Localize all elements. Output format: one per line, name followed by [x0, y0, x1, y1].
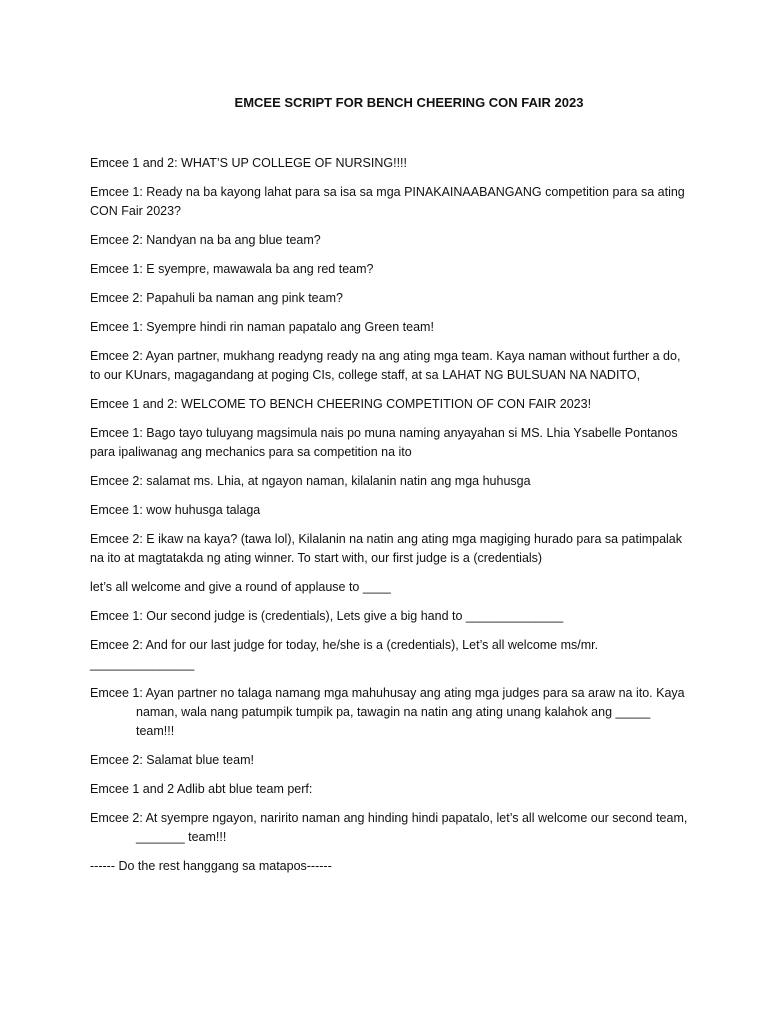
script-line: Emcee 2: Ayan partner, mukhang readyng ready na ang ating mga team. Kaya naman without further a do, to our KUnars, magagandang at poging CIs, college staff, at sa LAHAT NG BULSUAN NA NADITO,: [90, 349, 684, 382]
script-line: Emcee 1: Ready na ba kayong lahat para sa isa sa mga PINAKAINAABANGANG competition para sa ating CON Fair 2023?: [90, 185, 689, 218]
script-line: Emcee 2: salamat ms. Lhia, at ngayon naman, kilalanin natin ang mga huhusga: [90, 474, 531, 488]
script-line: Emcee 1 and 2 Adlib abt blue team perf:: [90, 782, 313, 796]
document-page: [90, 94, 690, 886]
script-line: Emcee 2: At syempre ngayon, naririto naman ang hinding hindi papatalo, let’s all welcome our second team, _______ team!!!: [90, 811, 691, 844]
script-line: ------ Do the rest hanggang sa matapos------: [90, 859, 332, 873]
script-line: Emcee 1: Ayan partner no talaga namang mga mahuhusay ang ating mga judges para sa araw na ito. Kaya naman, wala nang patumpik tumpik pa, tawagin na natin ang ating unang kalahok ang _____ team!!!: [90, 686, 689, 738]
script-line: Emcee 1: Our second judge is (credentials), Lets give a big hand to ______________: [90, 609, 564, 623]
script-line: Emcee 2: Papahuli ba naman ang pink team?: [90, 291, 343, 305]
script-line: Emcee 2: And for our last judge for today, he/she is a (credentials), Let’s all welcome ms/mr. _______________: [90, 638, 602, 671]
script-line: Emcee 1: wow huhusga talaga: [90, 503, 261, 517]
script-line: Emcee 2: Salamat blue team!: [90, 753, 254, 767]
script-line: Emcee 2: Nandyan na ba ang blue team?: [90, 233, 321, 247]
document-title: EMCEE SCRIPT FOR BENCH CHEERING CON FAIR 2023: [234, 95, 584, 110]
script-line: Emcee 1 and 2: WHAT’S UP COLLEGE OF NURSING!!!!: [90, 156, 407, 170]
script-line: Emcee 1: E syempre, mawawala ba ang red team?: [90, 262, 374, 276]
script-line: Emcee 2: E ikaw na kaya? (tawa lol), Kilalanin na natin ang ating mga magiging hurado para sa patimpalak na ito at magtatakda ng ating winner. To start with, our first judge is a (credentials): [90, 532, 686, 565]
script-line: Emcee 1: Bago tayo tuluyang magsimula nais po muna naming anyayahan si MS. Lhia Ysabelle Pontanos para ipaliwanag ang mechanics para sa competition na ito: [90, 426, 682, 459]
script-line: Emcee 1 and 2: WELCOME TO BENCH CHEERING COMPETITION OF CON FAIR 2023!: [90, 397, 592, 411]
script-line: let’s all welcome and give a round of applause to ____: [90, 580, 391, 594]
script-line: Emcee 1: Syempre hindi rin naman papatalo ang Green team!: [90, 320, 434, 334]
